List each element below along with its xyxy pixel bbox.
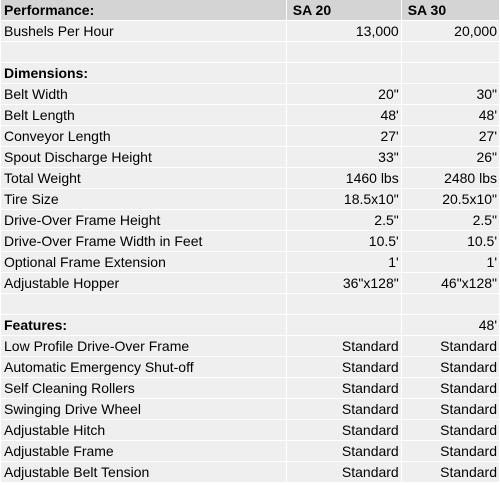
row-value-sa20: Standard [286, 357, 401, 378]
row-value-sa30: 46"x128" [401, 273, 499, 294]
spec-table [1, 0, 499, 483]
row-label: Total Weight [1, 168, 286, 189]
table-row [1, 210, 499, 231]
row-value-sa30: 20.5x10" [401, 189, 499, 210]
section-title: Features: [1, 315, 286, 336]
row-value-sa20: 10.5' [286, 231, 401, 252]
row-value-sa20: Standard [286, 399, 401, 420]
row-value-sa20: Standard [286, 462, 401, 483]
table-row [1, 378, 499, 399]
row-value-sa30: 48' [401, 105, 499, 126]
row-value-sa20: Standard [286, 336, 401, 357]
row-label: Drive-Over Frame Height [1, 210, 286, 231]
table-row [1, 399, 499, 420]
table-row [1, 21, 499, 42]
row-value-sa30: Standard [401, 420, 499, 441]
row-value-sa30: Standard [401, 336, 499, 357]
row-label: Adjustable Belt Tension [1, 462, 286, 483]
section-value-sa30: 48' [401, 315, 499, 336]
row-value-sa20: 36"x128" [286, 273, 401, 294]
row-label: Spout Discharge Height [1, 147, 286, 168]
row-value-sa20: 2.5" [286, 210, 401, 231]
table-row [1, 252, 499, 273]
row-label: Adjustable Hitch [1, 420, 286, 441]
row-label: Drive-Over Frame Width in Feet [1, 231, 286, 252]
table-row [1, 441, 499, 462]
table-row [1, 84, 499, 105]
row-value-sa20: 1' [286, 252, 401, 273]
row-label: Conveyor Length [1, 126, 286, 147]
row-value-sa20: 20" [286, 84, 401, 105]
row-label: Swinging Drive Wheel [1, 399, 286, 420]
header-sa20: SA 20 [286, 0, 401, 21]
section-title: Dimensions: [1, 63, 286, 84]
row-label: Optional Frame Extension [1, 252, 286, 273]
section-header-features [1, 315, 499, 336]
table-row [1, 420, 499, 441]
row-value-sa20: 48' [286, 105, 401, 126]
spacer-row [1, 42, 499, 63]
row-value-sa30: 27' [401, 126, 499, 147]
table-row [1, 105, 499, 126]
table-row [1, 147, 499, 168]
row-value-sa30: Standard [401, 378, 499, 399]
row-value-sa30: Standard [401, 399, 499, 420]
table-row [1, 126, 499, 147]
header-sa30: SA 30 [401, 0, 499, 21]
row-label: Tire Size [1, 189, 286, 210]
row-value-sa30: 10.5' [401, 231, 499, 252]
row-value-sa20: 27' [286, 126, 401, 147]
row-value-sa20: 33" [286, 147, 401, 168]
row-value-sa30: Standard [401, 441, 499, 462]
section-header-dimensions [1, 63, 499, 84]
row-value-sa30: 30" [401, 84, 499, 105]
row-value-sa30: Standard [401, 357, 499, 378]
row-value-sa30: Standard [401, 462, 499, 483]
table-row [1, 462, 499, 483]
row-value-sa30: 2480 lbs [401, 168, 499, 189]
section-value-sa20 [286, 315, 401, 336]
row-value-sa30: 2.5" [401, 210, 499, 231]
table-row [1, 336, 499, 357]
row-label: Self Cleaning Rollers [1, 378, 286, 399]
spacer-row [1, 294, 499, 315]
row-label: Belt Width [1, 84, 286, 105]
table-row [1, 231, 499, 252]
row-label: Belt Length [1, 105, 286, 126]
row-value-sa20: Standard [286, 378, 401, 399]
row-value-sa20: 1460 lbs [286, 168, 401, 189]
table-row [1, 189, 499, 210]
table-header-row [1, 0, 499, 21]
row-value-sa30: 26" [401, 147, 499, 168]
header-label: Performance: [1, 0, 286, 21]
row-value-sa20: Standard [286, 420, 401, 441]
row-value-sa20: 18.5x10" [286, 189, 401, 210]
table-row [1, 273, 499, 294]
row-label: Bushels Per Hour [1, 21, 286, 42]
row-value-sa30: 1' [401, 252, 499, 273]
row-value-sa20: 13,000 [286, 21, 401, 42]
row-value-sa20: Standard [286, 441, 401, 462]
table-row [1, 357, 499, 378]
row-label: Adjustable Frame [1, 441, 286, 462]
row-value-sa30: 20,000 [401, 21, 499, 42]
row-label: Low Profile Drive-Over Frame [1, 336, 286, 357]
table-row [1, 168, 499, 189]
row-label: Adjustable Hopper [1, 273, 286, 294]
row-label: Automatic Emergency Shut-off [1, 357, 286, 378]
